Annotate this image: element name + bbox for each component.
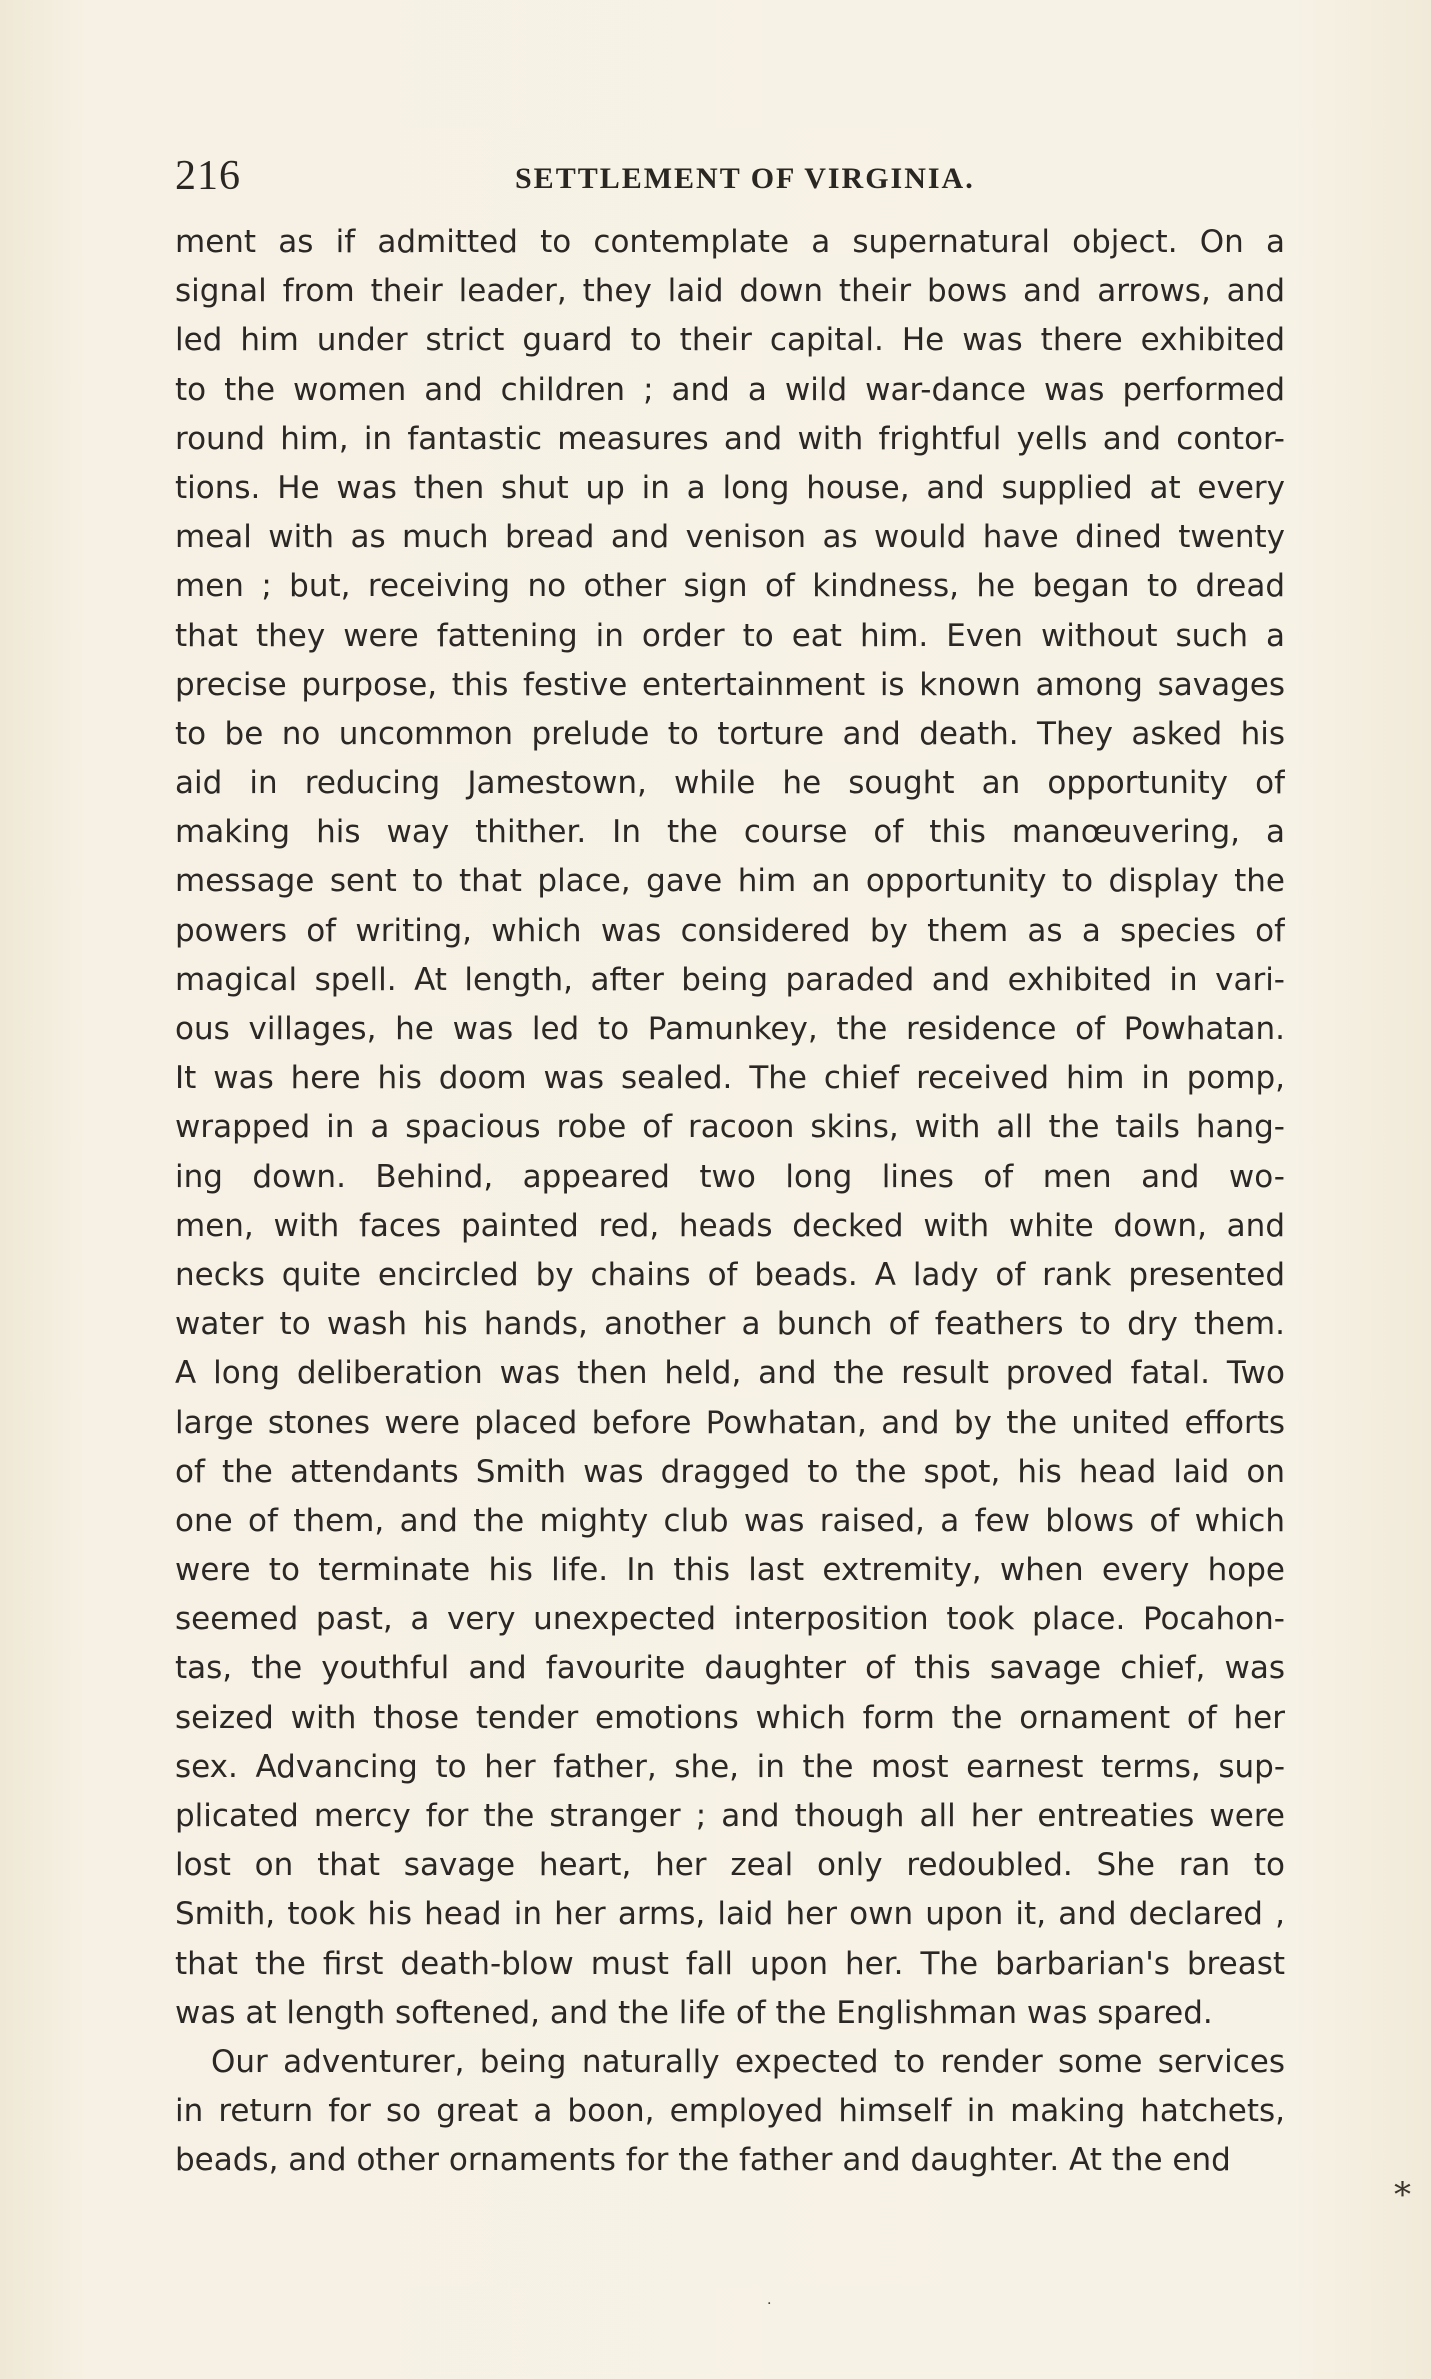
text-line: beads, and other ornaments for the father and daughter. At the end: [175, 2142, 1231, 2179]
text-line: Our adventurer, being naturally expected to render some services: [211, 2043, 1285, 2080]
text-line: round him, in fantastic measures and with frightful yells and contor-: [175, 420, 1285, 457]
text-line: of the attendants Smith was dragged to the spot, his head laid on: [175, 1453, 1285, 1490]
page-header: [175, 152, 1285, 208]
text-line: It was here his doom was sealed. The chief received him in pomp,: [175, 1060, 1285, 1097]
text-line: powers of writing, which was considered by them as a species of: [175, 912, 1285, 949]
text-line: signal from their leader, they laid down their bows and arrows, and: [175, 273, 1285, 310]
text-line: in return for so great a boon, employed himself in making hatchets,: [175, 2093, 1285, 2130]
text-line: were to terminate his life. In this last extremity, when every hope: [175, 1552, 1285, 1589]
text-line: to be no uncommon prelude to torture and death. They asked his: [175, 715, 1285, 752]
text-line: led him under strict guard to their capital. He was there exhibited: [175, 322, 1285, 359]
text-line: ous villages, he was led to Pamunkey, the residence of Powhatan.: [175, 1011, 1285, 1047]
text-line: precise purpose, this festive entertainment is known among savages: [175, 666, 1285, 703]
text-line: Smith, took his head in her arms, laid her own upon it, and declared ,: [175, 1896, 1285, 1933]
text-line: message sent to that place, gave him an opportunity to display the: [175, 863, 1285, 900]
text-line: making his way thither. In the course of this manœuvering, a: [175, 814, 1285, 851]
margin-mark: *: [1394, 2175, 1411, 2215]
text-line: men, with faces painted red, heads decked with white down, and: [175, 1207, 1285, 1244]
bottom-mark: .: [767, 2292, 772, 2308]
page-number: 216: [175, 153, 241, 199]
text-line: seemed past, a very unexpected interposition took place. Pocahon-: [175, 1601, 1285, 1638]
text-line: lost on that savage heart, her zeal only redoubled. She ran to: [175, 1847, 1285, 1884]
text-line: that they were fattening in order to eat him. Even without such a: [175, 617, 1285, 654]
text-line: ment as if admitted to contemplate a supernatural object. On a: [175, 224, 1285, 260]
text-line: necks quite encircled by chains of beads. A lady of rank presented: [175, 1256, 1285, 1293]
text-line: water to wash his hands, another a bunch of feathers to dry them.: [175, 1306, 1285, 1343]
text-line: meal with as much bread and venison as would have dined twenty: [175, 519, 1285, 556]
text-line: sex. Advancing to her father, she, in the most earnest terms, sup-: [175, 1748, 1285, 1785]
text-line: ing down. Behind, appeared two long lines of men and wo-: [175, 1158, 1285, 1195]
text-line: was at length softened, and the life of the Englishman was spared.: [175, 1994, 1213, 2031]
text-line: seized with those tender emotions which form the ornament of her: [175, 1699, 1285, 1736]
text-line: that the first death-blow must fall upon her. The barbarian's breast: [175, 1945, 1285, 1982]
text-line: magical spell. At length, after being paraded and exhibited in vari-: [175, 961, 1285, 998]
text-line: to the women and children ; and a wild war-dance was performed: [175, 371, 1285, 408]
text-line: A long deliberation was then held, and the result proved fatal. Two: [175, 1355, 1285, 1392]
text-line: aid in reducing Jamestown, while he sought an opportunity of: [175, 765, 1285, 802]
text-line: tions. He was then shut up in a long house, and supplied at every: [175, 469, 1285, 506]
text-line: men ; but, receiving no other sign of kindness, he began to dread: [175, 568, 1285, 605]
running-head: SETTLEMENT OF VIRGINIA.: [515, 162, 975, 195]
text-line: large stones were placed before Powhatan, and by the united efforts: [175, 1404, 1285, 1441]
text-line: wrapped in a spacious robe of racoon skins, with all the tails hang-: [175, 1109, 1285, 1146]
body-text: [175, 218, 1285, 2186]
text-line: one of them, and the mighty club was raised, a few blows of which: [175, 1502, 1285, 1539]
text-line: plicated mercy for the stranger ; and though all her entreaties were: [175, 1798, 1285, 1834]
text-line: tas, the youthful and favourite daughter of this savage chief, was: [175, 1650, 1285, 1687]
